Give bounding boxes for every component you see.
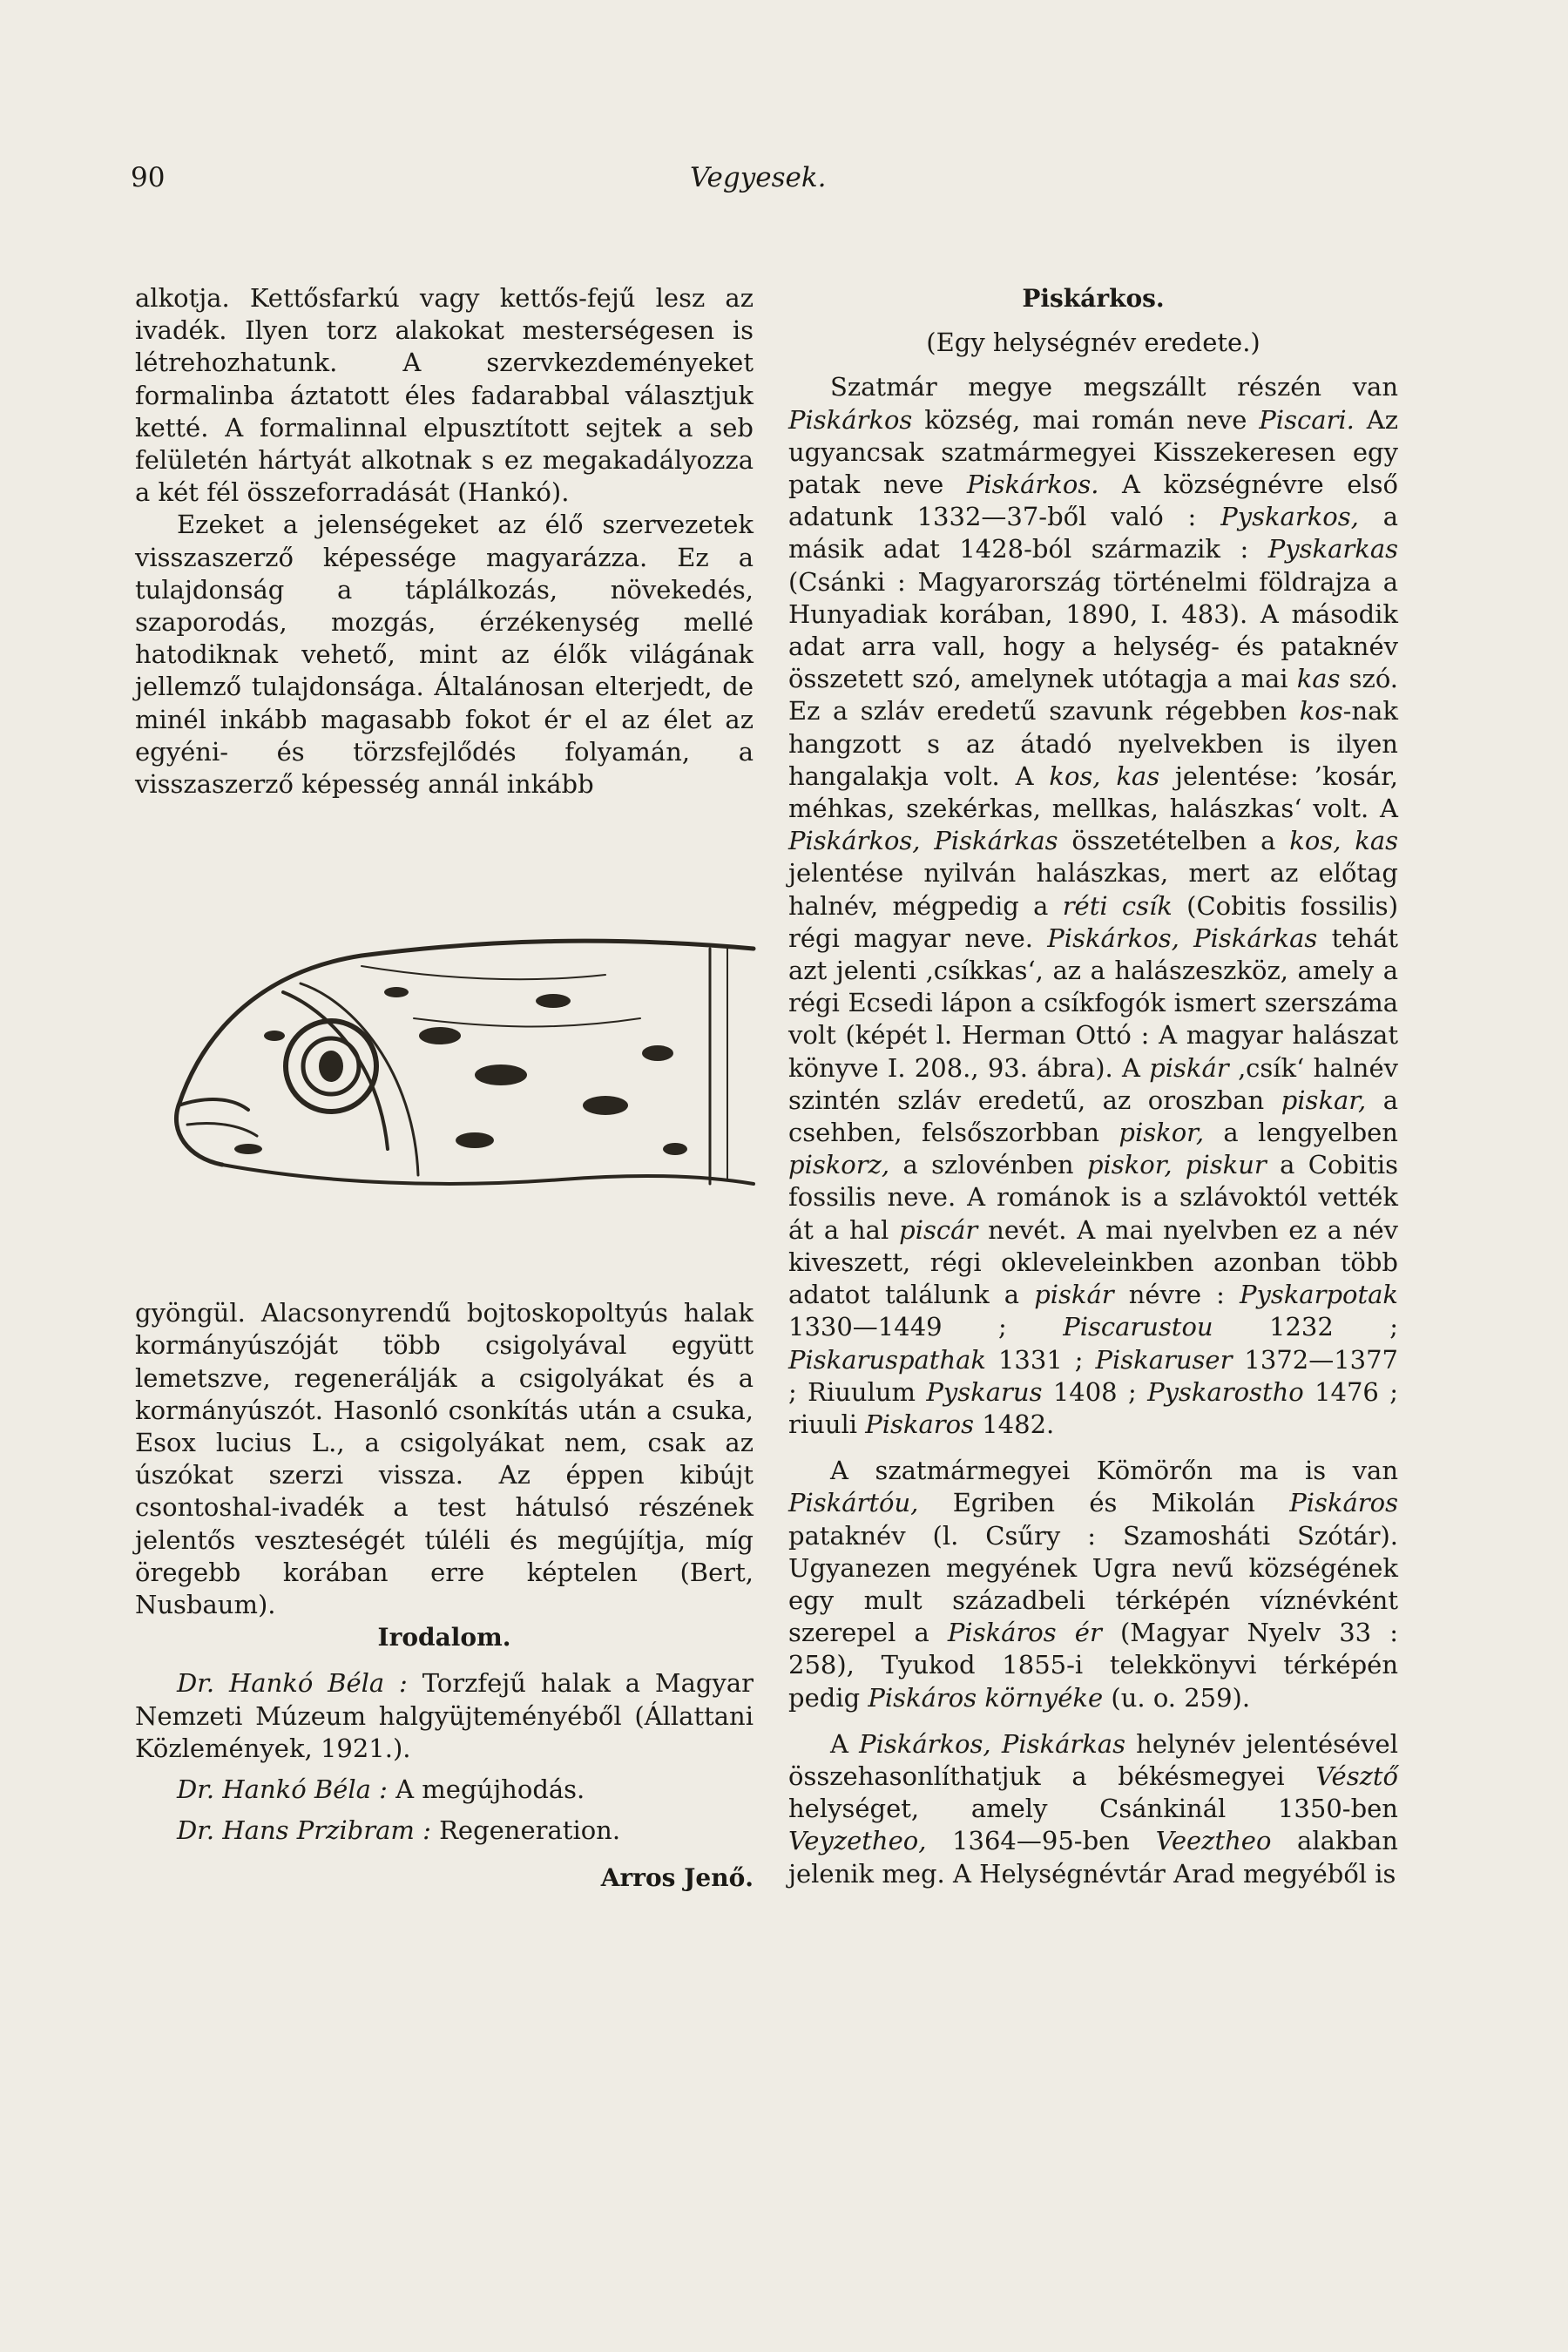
reference-1-text: Torzfejű halak a Magyar Nemzeti Múzeum halgyüjteményéből (Állattani Közlemények, 1921.). (135, 1668, 754, 1763)
reference-2-text: A megújhodás. (395, 1774, 585, 1805)
italic-term: piscár (899, 1214, 978, 1245)
right-column (788, 282, 1398, 1890)
italic-term: Pyskarostho (1147, 1376, 1304, 1407)
text-run: 1408 ; (1042, 1376, 1148, 1407)
italic-term: piskorz, (788, 1150, 890, 1180)
right-paragraph-2 (788, 1455, 1398, 1714)
text-run: nevét. A mai nyelvben ez a név kiveszett, régi okleveleinkben azonban több adatot találunk a (788, 1214, 1398, 1310)
italic-term: Veyzetheo, (788, 1826, 927, 1856)
italic-term: Piscarustou (1063, 1312, 1213, 1342)
text-run: szó. Ez a szláv eredetű szavunk régebben (788, 664, 1398, 727)
text-run: ‚csík‘ halnév szintén szláv eredetű, az oroszban (788, 1052, 1399, 1115)
text-run: jelentése: ’kosár, méhkas, szekérkas, mellkas, halászkas‘ volt. A (788, 760, 1398, 824)
text-run: Az ugyancsak szatmármegyei Kisszekeresen egy patak neve (788, 404, 1398, 500)
text-run: 1476 ; riuuli (788, 1376, 1399, 1439)
text-run: pataknév (l. Csűry : Szamosháti Szótár). Ugyanezen megyének Ugra nevű községének egy mult századbeli térképén víznévként szerepel a (788, 1520, 1398, 1648)
italic-term: Piskaruser (1095, 1344, 1233, 1375)
reference-1-author: Dr. Hankó Béla : (177, 1668, 408, 1699)
italic-term: piskar, (1281, 1085, 1367, 1115)
italic-term: Piskaros (865, 1409, 975, 1439)
italic-term: Piskáros ér (947, 1618, 1102, 1648)
right-paragraph-1 (788, 371, 1398, 1441)
text-run: Egriben és Mikolán (918, 1488, 1290, 1518)
left-paragraph-1: alkotja. Kettősfarkú vagy kettős-fejű lesz az ivadék. Ilyen torz alakokat mesterségesen is létrehozhatunk. A szervkezdeményeket formalinba áztatott éles fadarabbal választjuk ketté. A formalinnal elpusztított sejtek a seb felületén hártyát alkotnak s ez megakadályozza a két fél összeforradását (Hankó). (135, 283, 754, 508)
text-run: 1232 ; (1213, 1312, 1398, 1342)
italic-term: Piskárkos. (966, 470, 1099, 500)
text-run: (Cobitis fossilis) régi magyar neve. (788, 890, 1399, 953)
text-run: 1372—1377 ; Riuulum (788, 1344, 1398, 1407)
italic-term: réti csík (1062, 890, 1173, 921)
text-run: tehát azt jelenti ‚csíkkas‘, az a halászeszköz, amely a régi Ecsedi lápon a csíkfogók ismert szerszáma volt (képét l. Herman Ottó : A magyar halászat könyve I. 208., 93. ábra). A (788, 923, 1399, 1083)
article-subtitle: (Egy helységnév eredete.) (926, 328, 1260, 358)
running-title: Vegyesek. (690, 162, 827, 193)
text-run: a szlovénben (889, 1150, 1087, 1180)
italic-term: Pyskarus (926, 1376, 1043, 1407)
italic-term: Piskárkos, Piskárkas (1047, 923, 1318, 953)
text-run: 1482. (974, 1409, 1055, 1439)
signature: Arros Jenő. (600, 1862, 754, 1892)
text-run: a csehben, felsőszorbban (788, 1085, 1398, 1148)
text-run: A szatmármegyei Kömörőn ma is van (830, 1456, 1398, 1486)
italic-term: Pyskarkas (1267, 534, 1398, 564)
reference-1 (135, 1667, 754, 1765)
italic-term: kos, kas (1289, 826, 1399, 856)
italic-term: Piskártóu, (788, 1488, 919, 1518)
text-run: 1364—95-ben (926, 1826, 1156, 1856)
text-run: a másik adat 1428-ból származik : (788, 502, 1399, 564)
text-run: alakban jelenik meg. A Helységnévtár Arad megyéből is (788, 1826, 1398, 1889)
italic-term: Pyskarpotak (1239, 1280, 1398, 1310)
text-run: helynév jelentésével összehasonlíthatjuk a békésmegyei (788, 1728, 1398, 1791)
text-run: (u. o. 259). (1103, 1682, 1251, 1713)
text-run: névre : (1113, 1280, 1240, 1310)
italic-term: Piskárkos, Piskárkas (859, 1728, 1125, 1759)
italic-term: Piscari. (1259, 404, 1355, 435)
text-run: község, mai román neve (912, 404, 1260, 435)
reference-2 (135, 1774, 754, 1806)
fish-head-illustration (152, 888, 762, 1236)
italic-term: kos, kas (1049, 760, 1160, 791)
article-title: Piskárkos. (1022, 284, 1165, 313)
reference-2-author: Dr. Hankó Béla : (177, 1774, 388, 1805)
text-run: Szatmár megye megszállt részén van (830, 372, 1398, 402)
italic-term: piskár (1034, 1280, 1114, 1310)
italic-term: piskor, piskur (1086, 1150, 1267, 1180)
text-run: jelentése nyilván halászkas, mert az előtag halnév, mégpedig a (788, 858, 1398, 921)
reference-3-author: Dr. Hans Przibram : (177, 1815, 431, 1846)
italic-term: Veeztheo (1155, 1826, 1272, 1856)
text-run: (Magyar Nyelv 33 : 258), Tyukod 1855-i telekkönyvi térképén pedig (788, 1618, 1398, 1713)
italic-term: piskár (1149, 1052, 1229, 1083)
right-paragraph-3 (788, 1728, 1398, 1890)
text-run: összetételben a (1058, 826, 1290, 856)
italic-term: kos (1299, 696, 1343, 727)
italic-term: Piskárkos, Piskárkas (788, 826, 1058, 856)
text-run: A községnévre első adatunk 1332—37-ből való : (788, 470, 1398, 532)
text-run: 1331 ; (986, 1344, 1096, 1375)
text-run: a lengyelben (1204, 1118, 1398, 1148)
literature-heading: Irodalom. (377, 1623, 511, 1652)
text-run: -nak hangzott s az átadó nyelvekben is ilyen hangalakja volt. A (788, 696, 1398, 791)
text-run: A (830, 1728, 860, 1759)
reference-3-text: Regeneration. (439, 1815, 621, 1846)
text-run: (Csánki : Magyarország történelmi földrajza a Hunyadiak korában, 1890, I. 483). A második adat arra vall, hogy a helység- és pataknév összetett szó, amelynek utótagja a mai (788, 566, 1398, 694)
left-paragraph-2: Ezeket a jelenségeket az élő szervezetek visszaszerző képessége magyarázza. Ez a tulajdonság a táplálkozás, növekedés, szaporodás, mozgás, érzékenység mellé hatodiknak vehető, mint az élők világának jellemző tulajdonsága. Általánosan elterjedt, de minél inkább magasabb fokot ér el az élet az egyéni- és törzsfejlődés folyamán, a visszaszerző képesség annál inkább (135, 510, 754, 800)
text-run: helységet, amely Csánkinál 1350-ben (788, 1794, 1398, 1824)
italic-term: Piskáros (1289, 1488, 1398, 1518)
left-column (135, 282, 754, 1894)
text-run: a Cobitis fossilis neve. A románok is a szlávoktól vették át a hal (788, 1150, 1399, 1245)
italic-term: Piskárkos (788, 404, 913, 435)
italic-term: Vésztő (1315, 1761, 1398, 1791)
italic-term: Piskaruspathak (788, 1344, 987, 1375)
italic-term: Pyskarkos, (1220, 502, 1359, 532)
italic-term: kas (1296, 664, 1341, 694)
left-paragraph-3: gyöngül. Alacsonyrendű bojtoskopoltyús halak kormányúszóját több csigolyával együtt lemetszve, regenerálják a csigolyákat és a kormányúszót. Hasonló csonkítás után a csuka, Esox lucius L., a csigolyákat nem, csak az úszókat szerzi vissza. Az éppen kibújt csontoshal-ivadék a test hátulsó részének jelentős veszteségét túléli és megújítja, míg öregebb korában erre képtelen (Bert, Nusbaum). (135, 1298, 754, 1620)
italic-term: Piskáros környéke (868, 1682, 1104, 1713)
italic-term: piskor, (1119, 1118, 1205, 1148)
page-number: 90 (131, 162, 166, 193)
text-run: 1330—1449 ; (788, 1312, 1064, 1342)
reference-3 (135, 1815, 754, 1847)
